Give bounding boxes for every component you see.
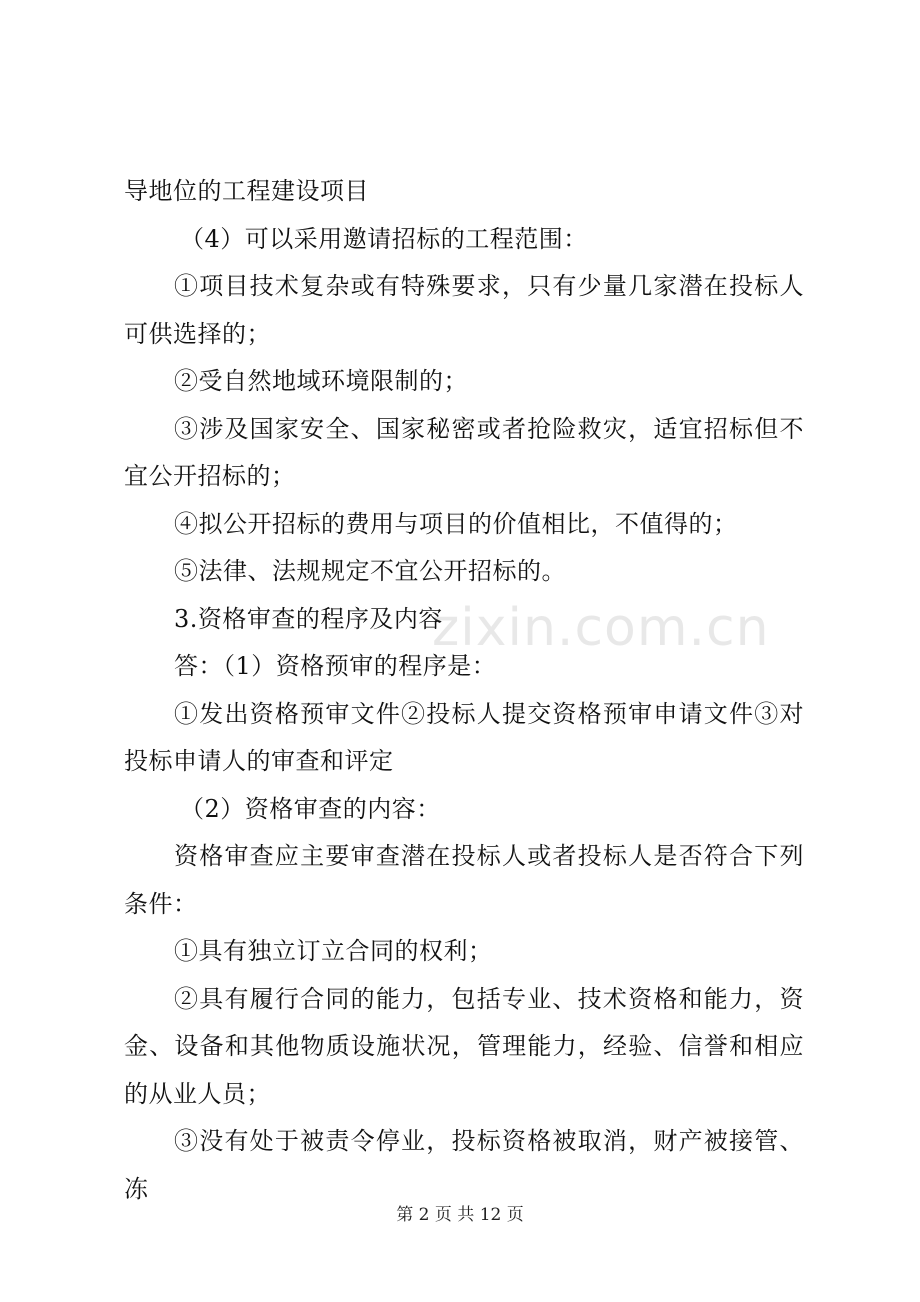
paragraph-15: ③没有处于被责令停业，投标资格被取消，财产被接管、冻 [124, 1127, 804, 1203]
paragraph-5: ③涉及国家安全、国家秘密或者抢险救灾，适宜招标但不宜公开招标的； [124, 414, 804, 490]
paragraph-8: 3.资格审查的程序及内容 [174, 604, 443, 633]
paragraph-2: （4）可以采用邀请招标的工程范围： [180, 224, 588, 253]
paragraph-6: ④拟公开招标的费用与项目的价值相比，不值得的； [174, 509, 738, 538]
paragraph-14: ②具有履行合同的能力，包括专业、技术资格和能力，资金、设备和其他物质设施状况，管理能力，经验、信誉和相应的从业人员； [124, 984, 804, 1108]
document-body [124, 168, 804, 1213]
paragraph-13: ①具有独立订立合同的权利； [174, 937, 493, 965]
paragraph-10: ①发出资格预审文件②投标人提交资格预审申请文件③对投标申请人的审查和评定 [124, 699, 804, 775]
paragraph-4: ②受自然地域环境限制的； [174, 367, 468, 395]
paragraph-12: 资格审查应主要审查潜在投标人或者投标人是否符合下列条件： [124, 842, 804, 918]
paragraph-3: ①项目技术复杂或有特殊要求，只有少量几家潜在投标人可供选择的； [124, 272, 804, 348]
paragraph-11: （2）资格审查的内容： [180, 794, 441, 823]
paragraph-7: ⑤法律、法规规定不宜公开招标的。 [174, 557, 566, 585]
paragraph-1: 导地位的工程建设项目 [124, 177, 369, 205]
watermark: zixin.com.cn [432, 598, 770, 658]
paragraph-9: 答：（1）资格预审的程序是： [174, 652, 497, 680]
page-footer: 第 2 页 共 12 页 [396, 1205, 524, 1225]
